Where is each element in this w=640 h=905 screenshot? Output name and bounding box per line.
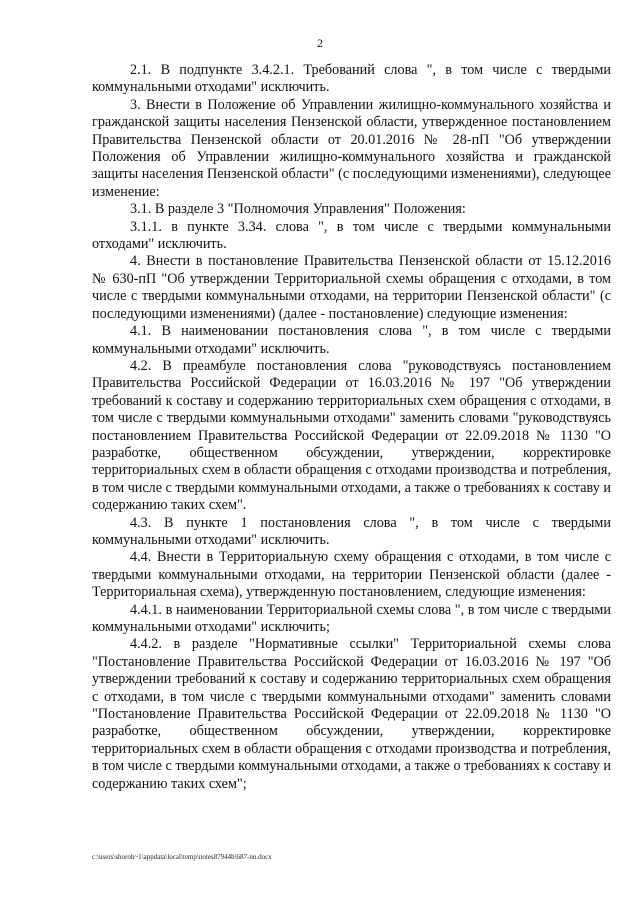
paragraph: 4.2. В преамбуле постановления слова "руководствуясь постановлением Правительства Российской Федерации от 16.03.2016 № 197 "Об утверждении требований к составу и содержанию территориальных схем обращения с отходами, в том числе с твердыми коммунальными отходами" заменить словами "руководствуясь постановлением Правительства Российской Федерации от 22.09.2018 № 1130 "О разработке, общественном обсуждении, утверждении, корректировке территориальных схем в области обращения с отходами производства и потребления, в том числе с твердыми коммунальными отходами, а также о требованиях к составу и содержанию таких схем".	[92, 357, 612, 514]
paragraph: 4. Внести в постановление Правительства Пензенской области от 15.12.2016 № 630-пП "Об утверждении Территориальной схемы обращения с отходами, в том числе с твердыми коммунальными отходами, на территории Пензенской области" (с последующими изменениями) (далее - постановление) следующие изменения:	[92, 253, 611, 322]
document-body	[92, 62, 611, 793]
paragraph: 3.1. В разделе 3 "Полномочия Управления" Положения:	[130, 201, 466, 218]
paragraph: 3. Внести в Положение об Управлении жилищно-коммунального хозяйства и гражданской защиты населения Пензенской области, утвержденное постановлением Правительства Пензенской области от 20.01.2016 № 28-пП "Об утверждении Положения об Управлении жилищно-коммунального хозяйства и гражданской защиты населения Пензенской области" (с последующими изменениями), следующее изменение:	[92, 96, 611, 200]
paragraph: 2.1. В подпункте 3.4.2.1. Требований слова ", в том числе с твердыми коммунальными отходами" исключить.	[92, 62, 611, 96]
paragraph: 4.3. В пункте 1 постановления слова ", в том числе с твердыми коммунальными отходами" исключить.	[92, 514, 611, 548]
page-number: 2	[317, 36, 323, 50]
footer-file-path: c:\users\shoroh~1\appdata\local\temp\notes87944b\687-nn.docx	[92, 853, 272, 861]
paragraph: 4.4.1. в наименовании Территориальной схемы слова ", в том числе с твердыми коммунальными отходами" исключить;	[92, 601, 611, 635]
paragraph: 3.1.1. в пункте 3.34. слова ", в том числе с твердыми коммунальными отходами" исключить.	[92, 218, 611, 253]
paragraph: 4.4. Внести в Территориальную схему обращения с отходами, в том числе с твердыми коммунальными отходами, на территории Пензенской области (далее - Территориальная схема), утвержденную постановлением, следующие изменения:	[92, 549, 611, 601]
paragraph: 4.4.2. в разделе "Нормативные ссылки" Территориальной схемы слова "Постановление Правительства Российской Федерации от 16.03.2016 № 197 "Об утверждении требований к составу и содержанию территориальных схем обращения с отходами, в том числе с твердыми коммунальными отходами" заменить словами "Постановление Правительства Российской Федерации от 22.09.2018 № 1130 "О разработке, общественном обсуждении, утверждении, корректировке территориальных схем в области обращения с отходами производства и потребления, в том числе с твердыми коммунальными отходами, а также о требованиях к составу и содержанию таких схем";	[92, 636, 612, 792]
paragraph: 4.1. В наименовании постановления слова ", в том числе с твердыми коммунальными отходами" исключить.	[92, 323, 611, 357]
